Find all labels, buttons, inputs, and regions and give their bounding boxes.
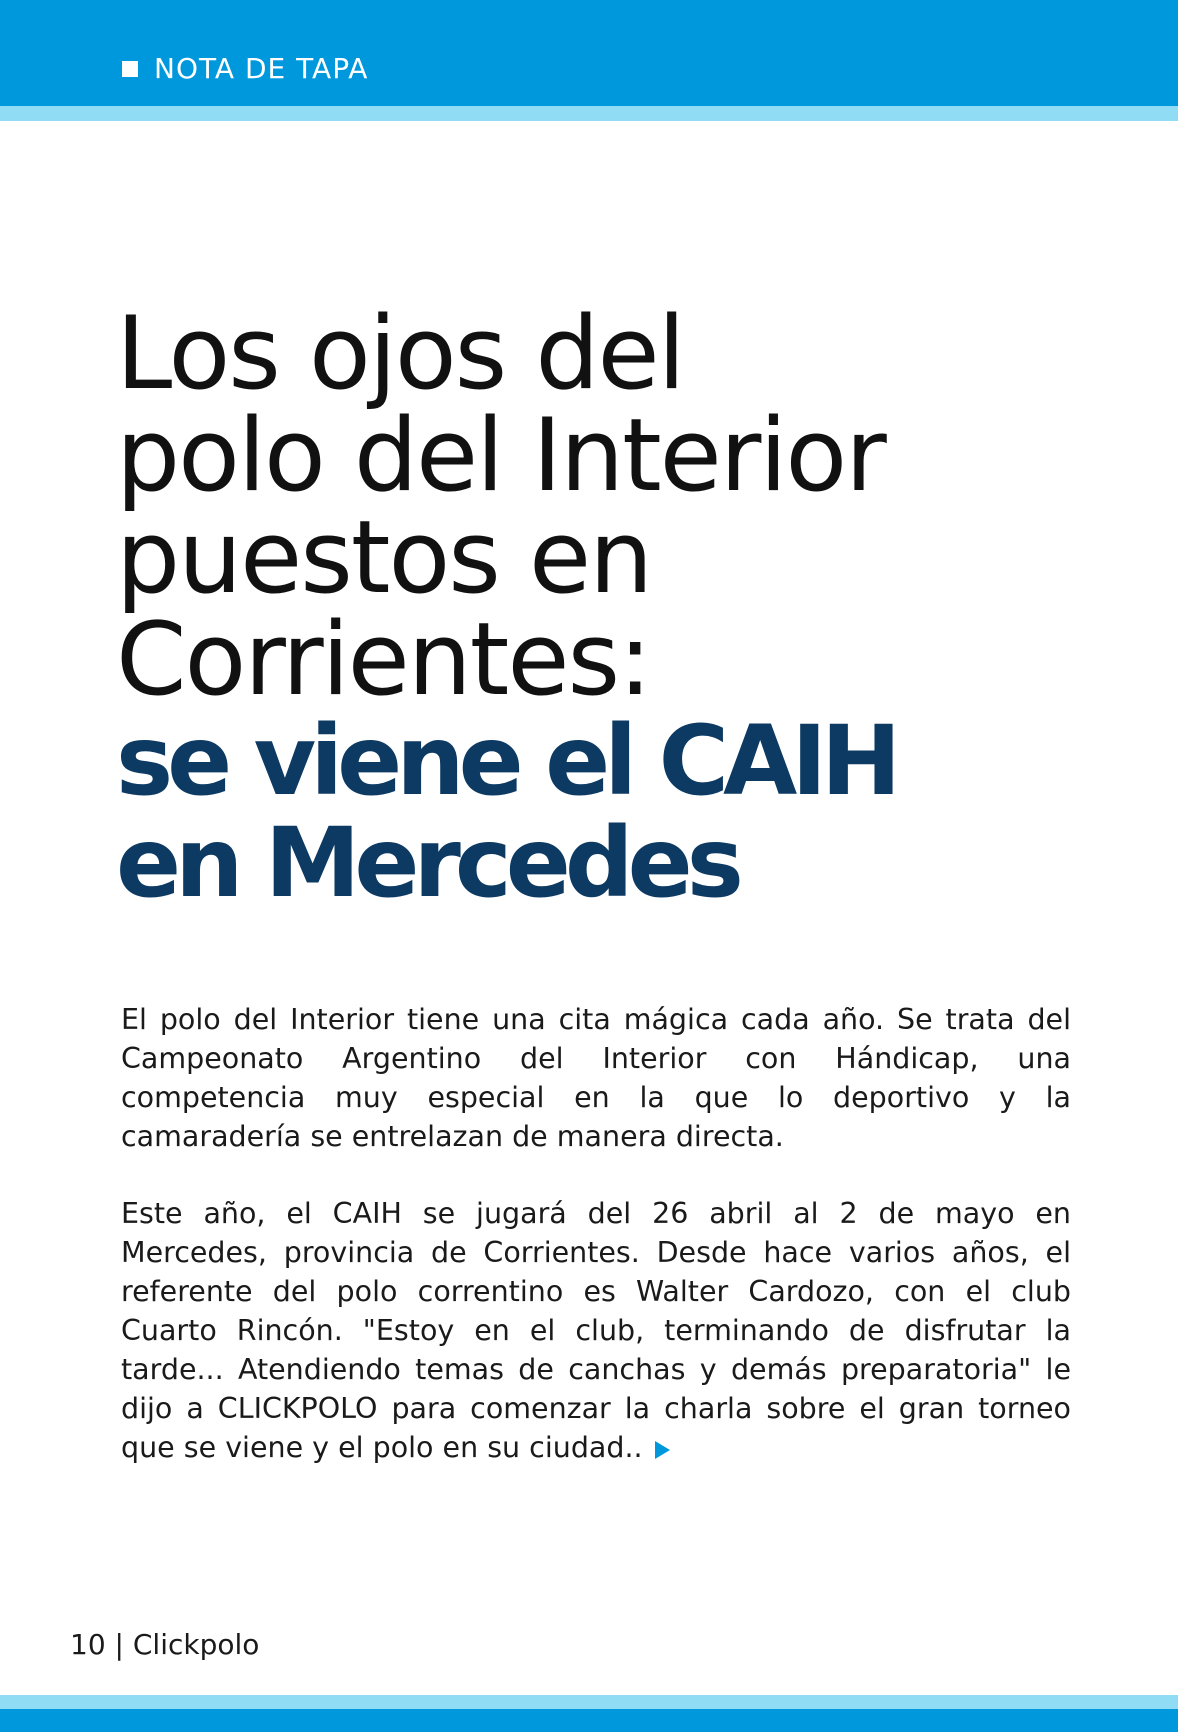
section-label xyxy=(122,52,368,85)
header-stripe xyxy=(0,106,1178,121)
headline-line: Los ojos del xyxy=(116,294,684,412)
headline-line: polo del Interior xyxy=(116,396,885,514)
paragraph-text: Este año, el CAIH se jugará del 26 abril al 2 de mayo en Mercedes, provincia de Corrientes. Desde hace varios años, el referente del polo correntino es Walter Cardozo, con el club Cuarto Rincón. "Estoy en el club, terminando de disfrutar la tarde... Atendiendo temas de canchas y demás preparatoria" le dijo a CLICKPOLO para comenzar la charla sobre el gran torneo que se viene y el polo en su ciudad.. xyxy=(121,1197,1071,1464)
body-paragraph xyxy=(121,1000,1071,1156)
headline xyxy=(116,294,1116,919)
headline-highlight-line: se viene el CAIH xyxy=(116,705,896,817)
headline-highlight-line: en Mercedes xyxy=(116,807,738,919)
body-paragraph xyxy=(121,1194,1071,1467)
square-icon xyxy=(122,61,138,77)
footer-stripe xyxy=(0,1695,1178,1709)
headline-line: puestos en xyxy=(116,498,652,616)
paragraph-text: El polo del Interior tiene una cita mágica cada año. Se trata del Campeonato Argentino del Interior con Hándicap, una competencia muy especial en la que lo deportivo y la camaradería se entrelazan de manera directa. xyxy=(121,1003,1071,1153)
headline-line: Corrientes: xyxy=(116,600,651,718)
footer-bar xyxy=(0,1709,1178,1732)
play-arrow-icon[interactable] xyxy=(655,1441,670,1459)
page-footer: 10 | Clickpolo xyxy=(70,1628,260,1661)
section-label-text: NOTA DE TAPA xyxy=(154,52,369,85)
